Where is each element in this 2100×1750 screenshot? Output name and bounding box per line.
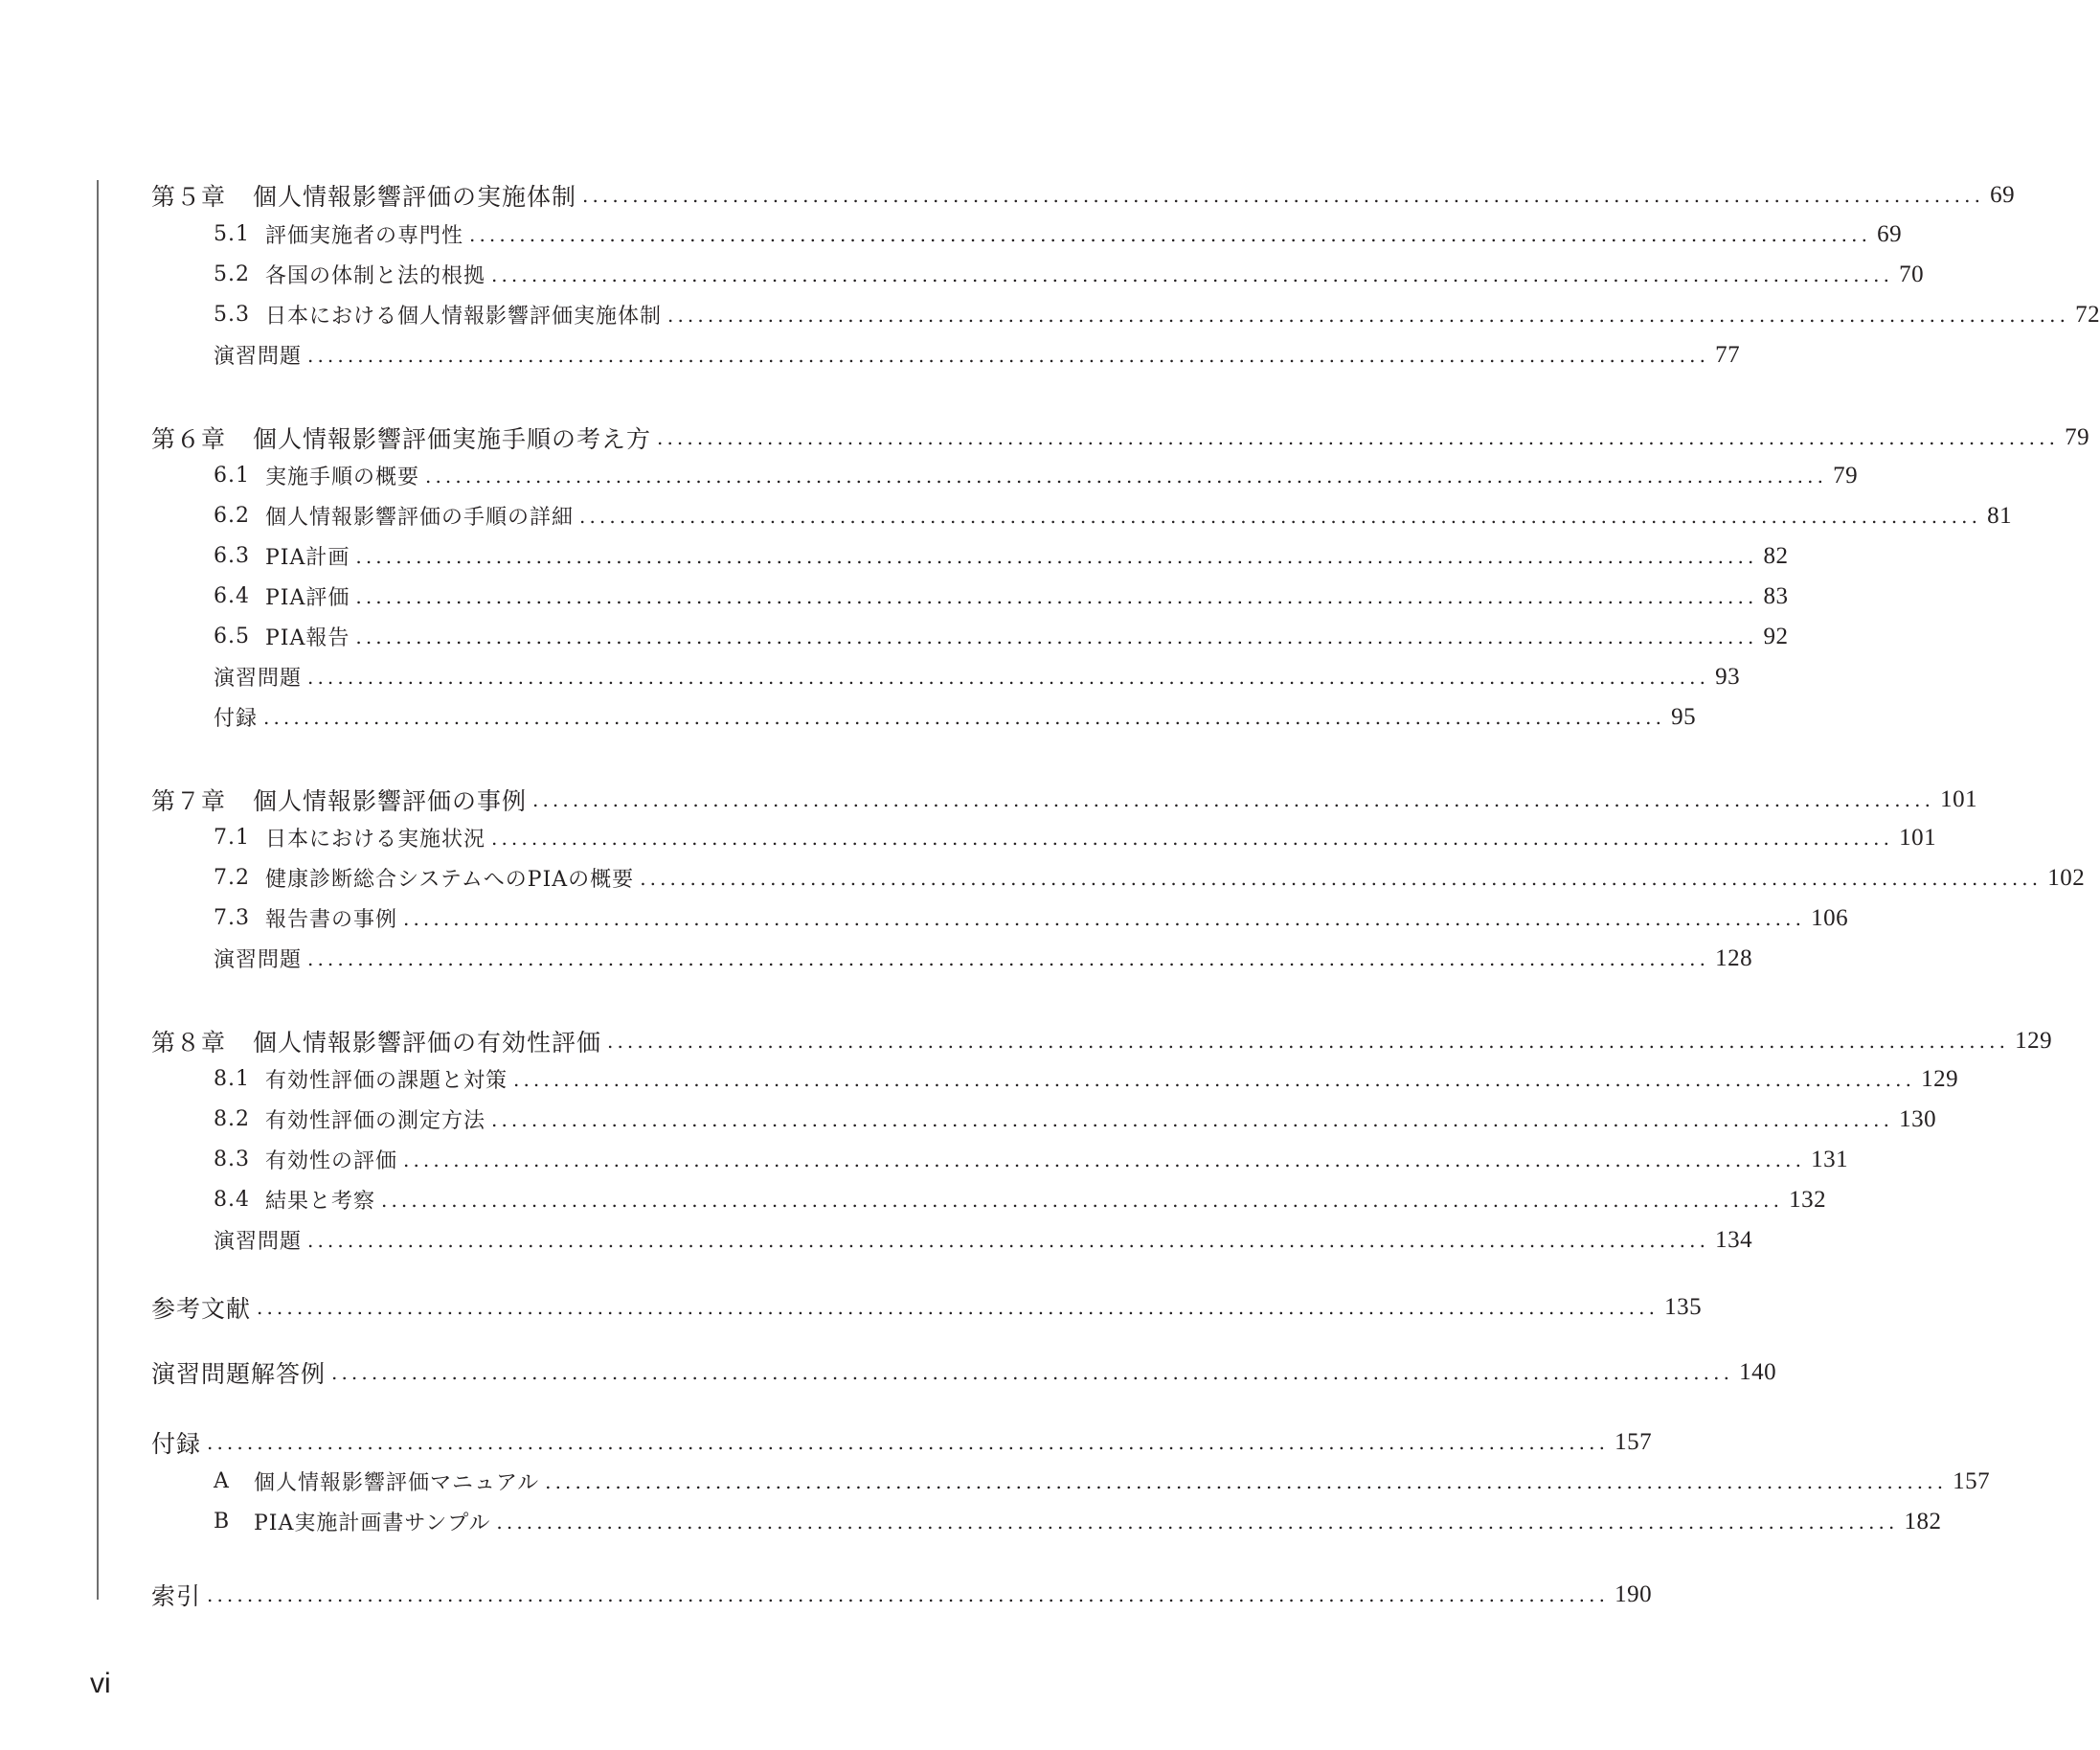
toc-chapter[interactable] [151, 783, 1978, 817]
dot-leader: ............................................................................................................................................ [207, 1431, 1610, 1454]
toc-title: 報告書の事例 [265, 908, 398, 932]
dot-leader: ............................................................................................................................................ [403, 1148, 1806, 1171]
margin-rule [97, 180, 99, 1600]
toc-appendix[interactable] [151, 1425, 1653, 1460]
dot-leader: ............................................................................................................................................ [425, 464, 1828, 488]
toc-section[interactable] [214, 1185, 1827, 1215]
toc-section[interactable] [214, 823, 1937, 852]
dot-leader: ............................................................................................................................................ [532, 788, 1935, 811]
toc-number: 第８章 [151, 1029, 227, 1057]
toc-number: 7.3 [214, 906, 250, 930]
toc-page-number: 102 [2047, 864, 2086, 891]
toc-title: PIA実施計画書サンプル [254, 1511, 491, 1535]
page-folio: vi [90, 1668, 111, 1699]
toc-page-number: 190 [1615, 1581, 1653, 1607]
toc-title: 個人情報影響評価の事例 [253, 787, 528, 815]
toc-title: 有効性評価の測定方法 [265, 1109, 486, 1133]
toc-title: 演習問題 [214, 948, 303, 972]
toc-title: 演習問題解答例 [151, 1360, 327, 1388]
toc-title: 演習問題 [214, 345, 303, 369]
toc-title: 演習問題 [214, 1230, 303, 1254]
toc-title: 有効性の評価 [265, 1149, 398, 1173]
toc-title: 個人情報影響評価実施手順の考え方 [253, 425, 652, 453]
toc-appendix-item[interactable] [214, 1507, 1942, 1536]
toc-section[interactable] [214, 863, 2086, 893]
dot-leader: ............................................................................................................................................ [667, 303, 2070, 327]
toc-page-number: 70 [1899, 261, 1925, 287]
dot-leader: ............................................................................................................................................ [307, 343, 1710, 367]
toc-page-number: 157 [1953, 1467, 1991, 1494]
toc-number: 第６章 [151, 425, 227, 453]
toc-page-number: 140 [1739, 1359, 1777, 1385]
toc-number: 8.4 [214, 1188, 250, 1212]
toc-number: 第５章 [151, 183, 227, 211]
toc-title: 個人情報影響評価の実施体制 [253, 183, 577, 211]
dot-leader: ............................................................................................................................................ [657, 426, 2060, 449]
toc-page-number: 129 [2015, 1028, 2053, 1054]
toc-number: 7.2 [214, 866, 250, 890]
toc-page-number: 132 [1789, 1186, 1827, 1213]
toc-title: 個人情報影響評価の有効性評価 [253, 1029, 602, 1057]
dot-leader: ............................................................................................................................................ [579, 504, 1982, 528]
dot-leader: ............................................................................................................................................ [403, 906, 1806, 930]
toc-page-number: 130 [1899, 1105, 1937, 1132]
dot-leader: ............................................................................................................................................ [355, 544, 1758, 568]
toc-chapter[interactable] [151, 420, 2090, 455]
dot-leader: ............................................................................................................................................ [640, 866, 2043, 890]
toc-number: 7.1 [214, 826, 250, 850]
toc-page-number: 69 [1877, 220, 1903, 247]
dot-leader: ............................................................................................................................................ [491, 826, 1894, 850]
dot-leader: ............................................................................................................................................ [307, 1228, 1710, 1252]
toc-page-number: 135 [1664, 1294, 1703, 1320]
toc-title: 有効性評価の課題と対策 [265, 1069, 508, 1093]
toc-page-number: 92 [1763, 623, 1789, 649]
toc-chapter[interactable] [151, 178, 2016, 213]
toc-section[interactable] [214, 219, 1903, 249]
toc-references[interactable] [151, 1290, 1703, 1325]
toc-appendix[interactable] [214, 702, 1697, 732]
toc-number: B [214, 1510, 231, 1534]
toc-title: 実施手順の概要 [265, 466, 420, 489]
toc-number: 6.5 [214, 625, 250, 648]
dot-leader: ............................................................................................................................................ [355, 625, 1758, 648]
dot-leader: ............................................................................................................................................ [263, 705, 1666, 729]
toc-page-number: 131 [1811, 1146, 1849, 1172]
toc-title: 索引 [151, 1582, 202, 1610]
toc-number: 8.2 [214, 1107, 250, 1131]
dot-leader: ............................................................................................................................................ [355, 584, 1758, 608]
toc-appendix-item[interactable] [214, 1466, 1991, 1496]
toc-title: PIA報告 [265, 626, 350, 650]
toc-number: 8.3 [214, 1148, 250, 1171]
dot-leader: ............................................................................................................................................ [496, 1510, 1899, 1534]
toc-page-number: 82 [1763, 542, 1789, 569]
toc-page-number: 79 [1833, 462, 1859, 489]
toc-title: 個人情報影響評価マニュアル [254, 1471, 540, 1495]
toc-answers[interactable] [151, 1355, 1777, 1390]
dot-leader: ............................................................................................................................................ [513, 1067, 1916, 1091]
dot-leader: ............................................................................................................................................ [257, 1296, 1660, 1319]
toc-title: 日本における個人情報影響評価実施体制 [265, 305, 663, 329]
toc-number: A [214, 1469, 230, 1493]
toc-title: 評価実施者の専門性 [265, 224, 464, 248]
toc-title: 健康診断総合システムへのPIAの概要 [265, 868, 635, 892]
dot-leader: ............................................................................................................................................ [545, 1469, 1948, 1493]
toc-number: 5.2 [214, 262, 250, 286]
dot-leader: ............................................................................................................................................ [207, 1583, 1610, 1606]
toc-section[interactable] [214, 581, 1789, 611]
dot-leader: ............................................................................................................................................ [491, 1107, 1894, 1131]
toc-page-number: 128 [1715, 944, 1753, 971]
toc-title: PIA評価 [265, 586, 350, 610]
toc-section[interactable] [214, 300, 2100, 330]
toc-title: PIA計画 [265, 546, 350, 570]
toc-page-number: 95 [1671, 703, 1697, 730]
toc-number: 8.1 [214, 1067, 250, 1091]
toc-section[interactable] [214, 260, 1925, 289]
toc-section[interactable] [214, 622, 1789, 651]
toc-number: 6.3 [214, 544, 250, 568]
toc-page-number: 81 [1987, 502, 2013, 529]
toc-title: 結果と考察 [265, 1190, 376, 1214]
dot-leader: ............................................................................................................................................ [307, 946, 1710, 970]
toc-number: 第７章 [151, 787, 227, 815]
toc-exercises[interactable] [214, 662, 1741, 692]
dot-leader: ............................................................................................................................................ [491, 262, 1894, 286]
dot-leader: ............................................................................................................................................ [381, 1188, 1784, 1212]
toc-section[interactable] [214, 1064, 1959, 1094]
toc-index[interactable] [151, 1578, 1653, 1612]
toc-page-number: 101 [1940, 786, 1978, 812]
toc-number: 6.1 [214, 464, 250, 488]
toc-title: 参考文献 [151, 1295, 252, 1323]
toc-section[interactable] [214, 461, 1859, 490]
dot-leader: ............................................................................................................................................ [307, 665, 1710, 689]
toc-page-number: 69 [1990, 182, 2016, 208]
toc-page-number: 157 [1615, 1429, 1653, 1455]
toc-page-number: 101 [1899, 824, 1937, 851]
toc-title: 個人情報影響評価の手順の詳細 [265, 506, 575, 530]
toc-section[interactable] [214, 541, 1789, 571]
dot-leader: ............................................................................................................................................ [469, 222, 1872, 246]
toc-section[interactable] [214, 501, 2013, 531]
toc-title: 各国の体制と法的根拠 [265, 264, 486, 288]
toc-page-number: 77 [1715, 341, 1741, 368]
toc-page-number: 182 [1904, 1508, 1942, 1534]
dot-leader: ............................................................................................................................................ [582, 184, 1985, 207]
toc-title: 付録 [214, 707, 259, 731]
toc-page-number: 134 [1715, 1226, 1753, 1253]
dot-leader: ............................................................................................................................................ [331, 1361, 1734, 1384]
toc-title: 付録 [151, 1430, 202, 1458]
toc-page-number: 83 [1763, 582, 1789, 609]
toc-page-number: 79 [2065, 424, 2090, 450]
toc-section[interactable] [214, 1104, 1937, 1134]
toc-number: 6.4 [214, 584, 250, 608]
toc-page-number: 129 [1921, 1065, 1959, 1092]
toc-exercises[interactable] [214, 340, 1741, 370]
toc-number: 5.1 [214, 222, 250, 246]
dot-leader: ............................................................................................................................................ [607, 1030, 2010, 1053]
toc-title: 演習問題 [214, 667, 303, 691]
toc-section[interactable] [214, 903, 1849, 933]
toc-section[interactable] [214, 1145, 1849, 1174]
toc-title: 日本における実施状況 [265, 828, 486, 852]
toc-number: 5.3 [214, 303, 250, 327]
toc-number: 6.2 [214, 504, 250, 528]
toc-page-number: 93 [1715, 663, 1741, 690]
toc-page-number: 72 [2075, 301, 2100, 328]
toc-chapter[interactable] [151, 1024, 2053, 1058]
toc-exercises[interactable] [214, 943, 1753, 973]
toc-exercises[interactable] [214, 1225, 1753, 1255]
toc-page-number: 106 [1811, 904, 1849, 931]
